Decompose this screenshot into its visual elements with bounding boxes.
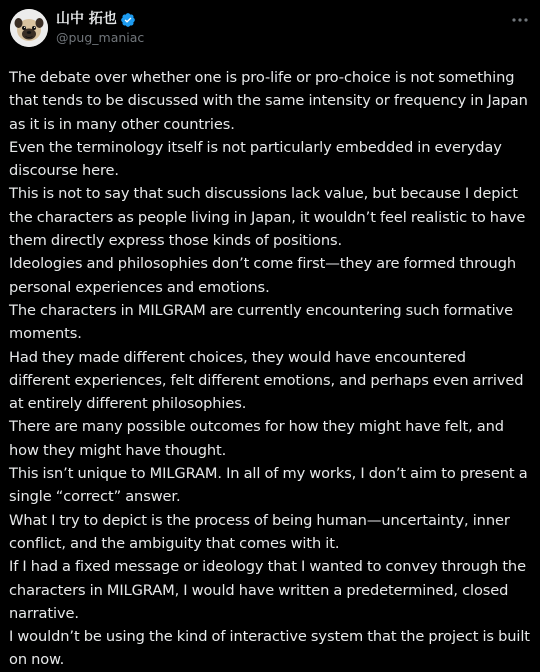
name-row: [56, 10, 144, 29]
post-header: [8, 6, 532, 50]
post-paragraph: Had they made different choices, they would have encountered different experiences, felt different emotions, and perhaps even arrived at entirely different philosophies.: [9, 348, 524, 413]
verified-badge-icon: [120, 12, 136, 28]
post-text: [8, 66, 531, 672]
post-paragraph: If I had a fixed message or ideology that I wanted to convey through the characters in MILGRAM, I would have written a predetermined, closed narrative.: [9, 558, 526, 622]
more-dots-icon[interactable]: [510, 12, 530, 26]
display-name[interactable]: 山中 拓也: [56, 11, 117, 27]
post-paragraph: What I try to depict is the process of being human—uncertainty, inner conflict, and the ambiguity that comes with it.: [9, 511, 510, 552]
author-handle[interactable]: @pug_maniac: [56, 30, 145, 45]
post-paragraph: The characters in MILGRAM are currently encountering such formative moments.: [9, 301, 513, 343]
post-paragraph: Even the terminology itself is not particularly embedded in everyday discourse here.: [9, 138, 502, 180]
post-paragraph: I wouldn’t be using the kind of interactive system that the project is built on now.: [9, 628, 530, 669]
post-paragraph: There are many possible outcomes for how they might have felt, and how they might have thought.: [9, 418, 504, 459]
post-paragraph: Ideologies and philosophies don’t come first—they are formed through personal experiences and emotions.: [9, 255, 517, 296]
post-paragraph: The debate over whether one is pro-life or pro-choice is not something that tends to be discussed with the same intensity or frequency in Japan as it is in many other countries.: [9, 69, 528, 133]
pug-avatar-icon[interactable]: [10, 9, 48, 47]
author-identity: [56, 10, 144, 46]
post-paragraph: This is not to say that such discussions lack value, but because I depict the characters as people living in Japan, it wouldn’t feel realistic to have them directly express those kinds of positions.: [9, 185, 526, 250]
post-paragraph: This isn’t unique to MILGRAM. In all of my works, I don’t aim to present a single “correct” answer.: [9, 465, 528, 506]
